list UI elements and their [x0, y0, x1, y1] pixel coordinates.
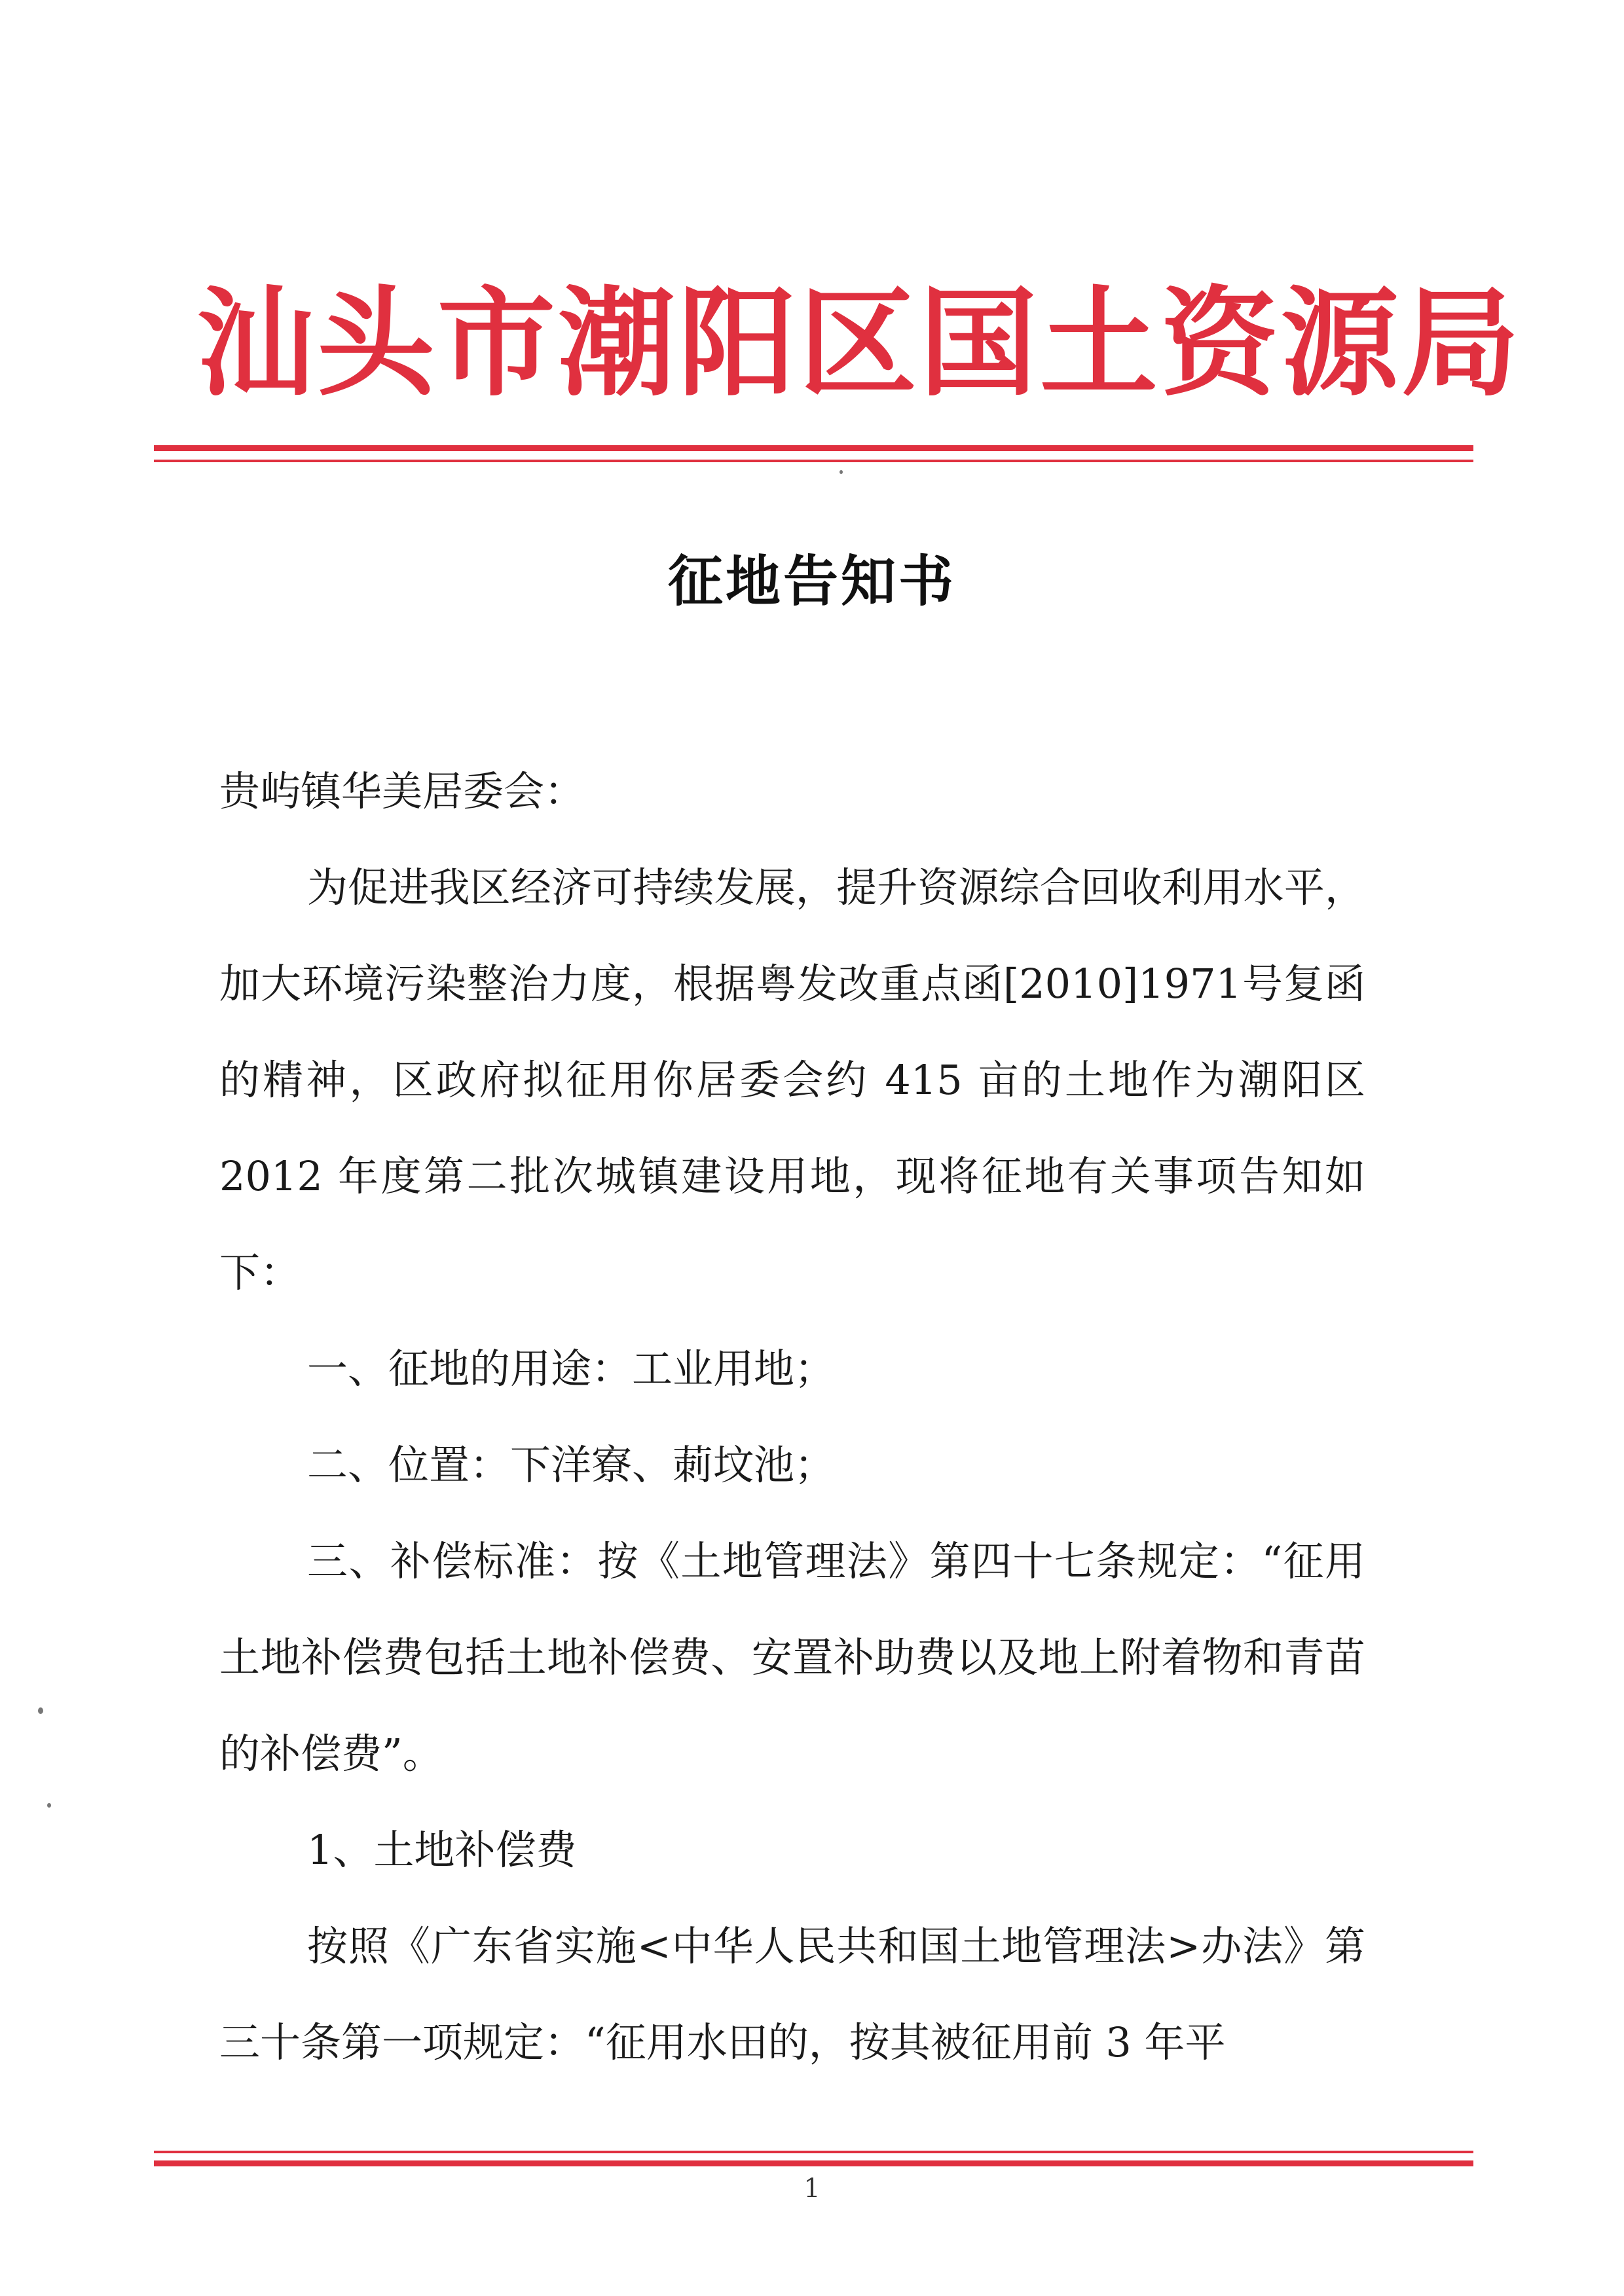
addressee: 贵屿镇华美居委会： — [219, 767, 585, 815]
body-item-purpose: 一、征地的用途：工业用地； — [307, 1345, 836, 1393]
body-subheading-land-compensation: 1、土地补偿费 — [307, 1826, 577, 1874]
scan-speck — [47, 1803, 51, 1808]
document-body — [219, 743, 1365, 2090]
letterhead-agency-name: 汕头市潮阳区国土资源局 — [196, 274, 1522, 412]
body-item-compensation: 三、补偿标准：按《土地管理法》第四十七条规定：“征用土地补偿费包括土地补偿费、安置补助费以及地上附着物和青苗的补偿费”。 — [219, 1537, 1365, 1777]
header-rule-thick — [154, 445, 1473, 451]
footer-rule-thin — [154, 2151, 1473, 2153]
body-item-location: 二、位置：下洋寮、莿坟池； — [307, 1441, 836, 1489]
body-paragraph-land-compensation: 按照《广东省实施<中华人民共和国土地管理法>办法》第三十条第一项规定：“征用水田的，按其被征用前 3 年平 — [219, 1922, 1365, 2066]
body-paragraph-intro: 为促进我区经济可持续发展，提升资源综合回收利用水平，加大环境污染整治力度，根据粤发改重点函[2010]1971号复函的精神，区政府拟征用你居委会约 415 亩的土地作为潮阳区 2012 年度第二批次城镇建设用地，现将征地有关事项告知如下： — [219, 864, 1365, 1296]
scan-speck — [38, 1707, 43, 1714]
header-rule-thin — [154, 460, 1473, 462]
document-title: 征地告知书 — [667, 549, 956, 613]
page-number: 1 — [803, 2174, 821, 2204]
scan-speck — [840, 470, 843, 474]
footer-rule-thick — [154, 2160, 1473, 2166]
